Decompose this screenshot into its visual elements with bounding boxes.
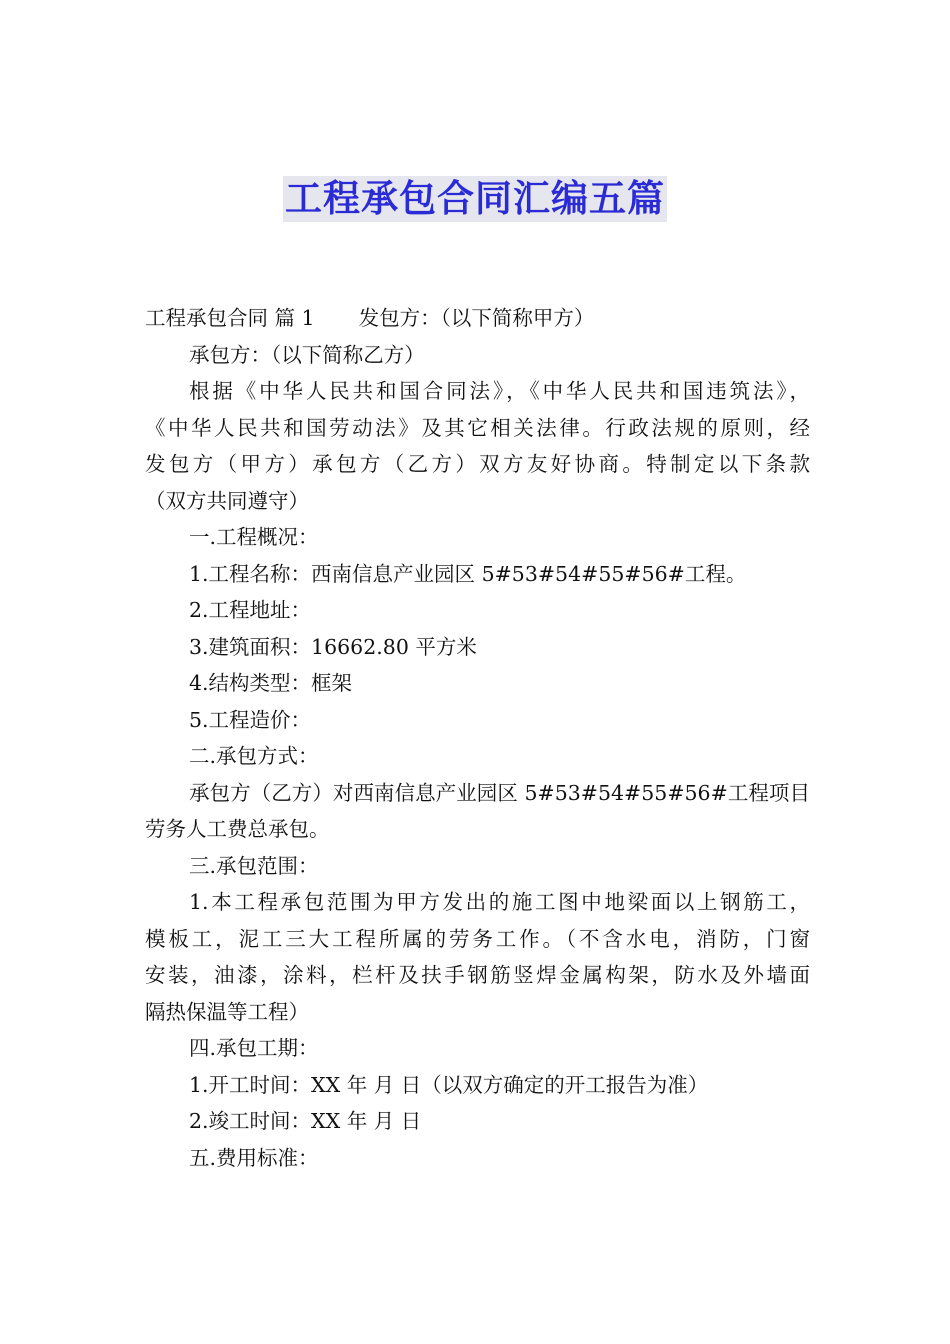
section-heading: 五.费用标准：	[189, 1145, 319, 1170]
paragraph-line: 根据《中华人民共和国合同法》，《中华人民共和国违筑法》，	[189, 379, 810, 403]
list-item: 3.建筑面积：16662.80 平方米	[189, 634, 477, 659]
paragraph-line: 隔热保温等工程）	[145, 999, 309, 1024]
section-heading: 四.承包工期：	[189, 1036, 319, 1060]
title-container	[0, 176, 950, 222]
paragraph-line: 模板工，泥工三大工程所属的劳务工作。（不含水电，消防，门窗	[145, 926, 810, 951]
list-item: 1.开工时间：XX 年 月 日（以双方确定的开工报告为准）	[189, 1072, 709, 1097]
line-text: 发包方：（以下简称甲方）	[358, 306, 595, 330]
paragraph-line-heading	[145, 300, 810, 337]
section-heading: 三.承包范围：	[189, 853, 319, 878]
paragraph-line: （双方共同遵守）	[145, 488, 309, 513]
list-item: 1.工程名称：西南信息产业园区 5#53#54#55#56#工程。	[189, 561, 747, 586]
document-title: 工程承包合同汇编五篇	[285, 177, 665, 220]
list-item: 2.工程地址：	[189, 598, 312, 622]
paragraph-line: 安装，油漆，涂料，栏杆及扶手钢筋竖焊金属构架，防水及外墙面	[145, 963, 810, 987]
paragraph-line: 《中华人民共和国劳动法》及其它相关法律。行政法规的原则，经	[145, 415, 810, 440]
section-heading: 二.承包方式：	[189, 744, 319, 768]
section-label: 工程承包合同 篇 1	[145, 306, 315, 330]
paragraph-line: 承包方（乙方）对西南信息产业园区 5#53#54#55#56#工程项目	[189, 780, 810, 805]
paragraph-line: 1.本工程承包范围为甲方发出的施工图中地梁面以上钢筋工，	[189, 890, 810, 914]
document-body	[145, 300, 810, 1176]
paragraph-line: 承包方：（以下简称乙方）	[189, 342, 425, 367]
paragraph-line: 发包方（甲方）承包方（乙方）双方友好协商。特制定以下条款	[145, 452, 810, 476]
list-item: 5.工程造价：	[189, 707, 312, 732]
list-item: 2.竣工时间：XX 年 月 日	[189, 1109, 422, 1133]
paragraph-line: 劳务人工费总承包。	[145, 817, 330, 841]
list-item: 4.结构类型：框架	[189, 671, 353, 695]
section-heading: 一.工程概况：	[189, 525, 319, 549]
